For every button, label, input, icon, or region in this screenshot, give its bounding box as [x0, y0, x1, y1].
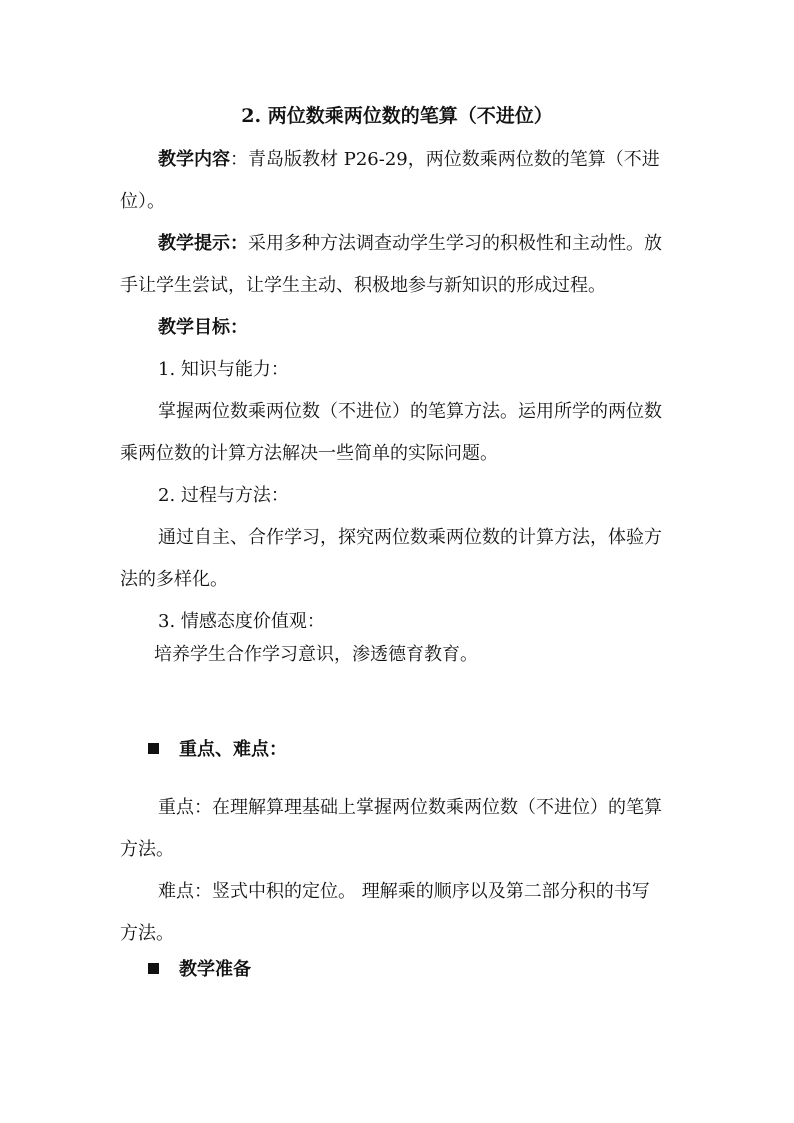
goal-1-text-1: 掌握两位数乘两位数（不进位）的笔算方法。运用所学的两位数 — [158, 401, 662, 422]
goals-label: 教学目标： — [158, 317, 248, 338]
content-line-1 — [158, 148, 660, 172]
goal-3-text: 培养学生合作学习意识，渗透德育教育。 — [154, 644, 478, 665]
hint-line-1 — [158, 232, 662, 256]
goal-2-text-1: 通过自主、合作学习，探究两位数乘两位数的计算方法，体验方 — [158, 527, 662, 548]
content-label: 教学内容 — [158, 149, 230, 170]
hint-text-1: 采用多种方法调查动学生学习的积极性和主动性。放 — [248, 233, 662, 254]
goal-2-text-2: 法的多样化。 — [120, 569, 228, 590]
difficulty-text-1: 难点：竖式中积的定位。 理解乘的顺序以及第二部分积的书写 — [158, 881, 650, 902]
content-text-2: 位）。 — [120, 191, 165, 212]
difficulty-text-2: 方法。 — [120, 923, 174, 944]
goal-3-title: 3. 情感态度价值观： — [158, 611, 325, 632]
hint-label: 教学提示： — [158, 233, 248, 254]
goal-1-title: 1. 知识与能力： — [158, 359, 289, 380]
focus-text-2: 方法。 — [120, 839, 174, 860]
hint-text-2: 手让学生尝试，让学生主动、积极地参与新知识的形成过程。 — [120, 275, 606, 296]
keypoints-heading-row — [148, 738, 287, 762]
goal-2-title: 2. 过程与方法： — [158, 485, 289, 506]
preparation-heading: 教学准备 — [179, 959, 251, 980]
square-bullet-icon — [148, 743, 159, 754]
keypoints-heading: 重点、难点： — [179, 739, 287, 760]
preparation-heading-row — [148, 958, 251, 982]
focus-text-1: 重点：在理解算理基础上掌握两位数乘两位数（不进位）的笔算 — [158, 797, 662, 818]
goal-1-text-2: 乘两位数的计算方法解决一些简单的实际问题。 — [120, 443, 498, 464]
page-title: 2. 两位数乘两位数的笔算（不进位） — [241, 105, 553, 127]
content-text-1: ：青岛版教材 P26-29，两位数乘两位数的笔算（不进 — [230, 149, 660, 170]
square-bullet-icon — [148, 963, 159, 974]
